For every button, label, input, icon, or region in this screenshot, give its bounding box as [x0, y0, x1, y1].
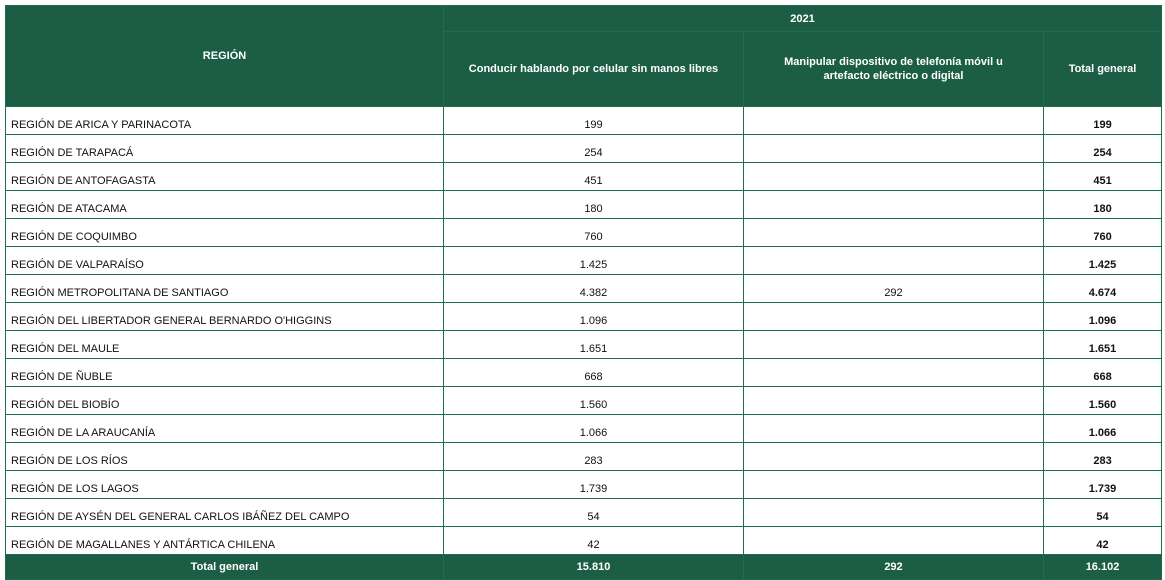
table-body [6, 107, 1162, 555]
total-cell: 760 [1044, 219, 1162, 247]
total-cell: 1.560 [1044, 387, 1162, 415]
total-cell: 254 [1044, 135, 1162, 163]
region-cell: REGIÓN DE ÑUBLE [6, 359, 444, 387]
hands-free-cell: 1.096 [444, 303, 744, 331]
hands-free-cell: 668 [444, 359, 744, 387]
device-cell [744, 359, 1044, 387]
region-cell: REGIÓN DE COQUIMBO [6, 219, 444, 247]
table-row [6, 135, 1162, 163]
total-device: 292 [744, 555, 1044, 580]
table-row [6, 219, 1162, 247]
device-cell [744, 107, 1044, 135]
device-cell [744, 163, 1044, 191]
hands-free-cell: 54 [444, 499, 744, 527]
device-cell [744, 135, 1044, 163]
device-cell [744, 387, 1044, 415]
device-cell [744, 219, 1044, 247]
region-cell: REGIÓN DE MAGALLANES Y ANTÁRTICA CHILENA [6, 527, 444, 555]
total-cell: 54 [1044, 499, 1162, 527]
table-row [6, 247, 1162, 275]
total-cell: 1.096 [1044, 303, 1162, 331]
device-cell [744, 527, 1044, 555]
total-cell: 1.739 [1044, 471, 1162, 499]
table-row [6, 359, 1162, 387]
total-row-label: Total general [6, 555, 444, 580]
total-cell: 180 [1044, 191, 1162, 219]
region-column-header: REGIÓN [6, 6, 444, 107]
table-row [6, 499, 1162, 527]
region-cell: REGIÓN DE TARAPACÁ [6, 135, 444, 163]
device-cell [744, 415, 1044, 443]
region-cell: REGIÓN DE ATACAMA [6, 191, 444, 219]
region-cell: REGIÓN DE LOS LAGOS [6, 471, 444, 499]
region-cell: REGIÓN DE LA ARAUCANÍA [6, 415, 444, 443]
device-cell [744, 471, 1044, 499]
device-cell: 292 [744, 275, 1044, 303]
region-cell: REGIÓN DEL MAULE [6, 331, 444, 359]
total-hands-free: 15.810 [444, 555, 744, 580]
table-row [6, 527, 1162, 555]
device-cell [744, 191, 1044, 219]
hands-free-cell: 1.739 [444, 471, 744, 499]
total-cell: 668 [1044, 359, 1162, 387]
hands-free-cell: 451 [444, 163, 744, 191]
column-header-device: Manipular dispositivo de telefonía móvil u artefacto eléctrico o digital [744, 32, 1044, 107]
total-cell: 4.674 [1044, 275, 1162, 303]
hands-free-cell: 254 [444, 135, 744, 163]
device-cell [744, 247, 1044, 275]
total-cell: 451 [1044, 163, 1162, 191]
data-table [5, 5, 1162, 580]
total-row [6, 555, 1162, 580]
table-row [6, 387, 1162, 415]
hands-free-cell: 1.066 [444, 415, 744, 443]
table-row [6, 443, 1162, 471]
total-cell: 283 [1044, 443, 1162, 471]
table-row [6, 275, 1162, 303]
total-cell: 199 [1044, 107, 1162, 135]
table-row [6, 163, 1162, 191]
hands-free-cell: 283 [444, 443, 744, 471]
table-row [6, 303, 1162, 331]
total-cell: 1.066 [1044, 415, 1162, 443]
device-cell [744, 499, 1044, 527]
hands-free-cell: 4.382 [444, 275, 744, 303]
region-cell: REGIÓN METROPOLITANA DE SANTIAGO [6, 275, 444, 303]
region-cell: REGIÓN DE VALPARAÍSO [6, 247, 444, 275]
column-header-total: Total general [1044, 32, 1162, 107]
region-cell: REGIÓN DE AYSÉN DEL GENERAL CARLOS IBÁÑEZ DEL CAMPO [6, 499, 444, 527]
hands-free-cell: 760 [444, 219, 744, 247]
table-row [6, 471, 1162, 499]
hands-free-cell: 180 [444, 191, 744, 219]
total-cell: 42 [1044, 527, 1162, 555]
region-cell: REGIÓN DEL LIBERTADOR GENERAL BERNARDO O'HIGGINS [6, 303, 444, 331]
device-cell [744, 331, 1044, 359]
region-cell: REGIÓN DE ARICA Y PARINACOTA [6, 107, 444, 135]
hands-free-cell: 1.651 [444, 331, 744, 359]
table-header [6, 6, 1162, 107]
table-row [6, 107, 1162, 135]
total-cell: 1.651 [1044, 331, 1162, 359]
grand-total: 16.102 [1044, 555, 1162, 580]
device-cell [744, 303, 1044, 331]
hands-free-cell: 199 [444, 107, 744, 135]
total-cell: 1.425 [1044, 247, 1162, 275]
table-row [6, 331, 1162, 359]
device-cell [744, 443, 1044, 471]
hands-free-cell: 1.425 [444, 247, 744, 275]
region-cell: REGIÓN DEL BIOBÍO [6, 387, 444, 415]
region-cell: REGIÓN DE LOS RÍOS [6, 443, 444, 471]
region-cell: REGIÓN DE ANTOFAGASTA [6, 163, 444, 191]
year-header: 2021 [444, 6, 1162, 32]
hands-free-cell: 42 [444, 527, 744, 555]
column-header-hands-free: Conducir hablando por celular sin manos libres [444, 32, 744, 107]
table-row [6, 415, 1162, 443]
table-row [6, 191, 1162, 219]
hands-free-cell: 1.560 [444, 387, 744, 415]
